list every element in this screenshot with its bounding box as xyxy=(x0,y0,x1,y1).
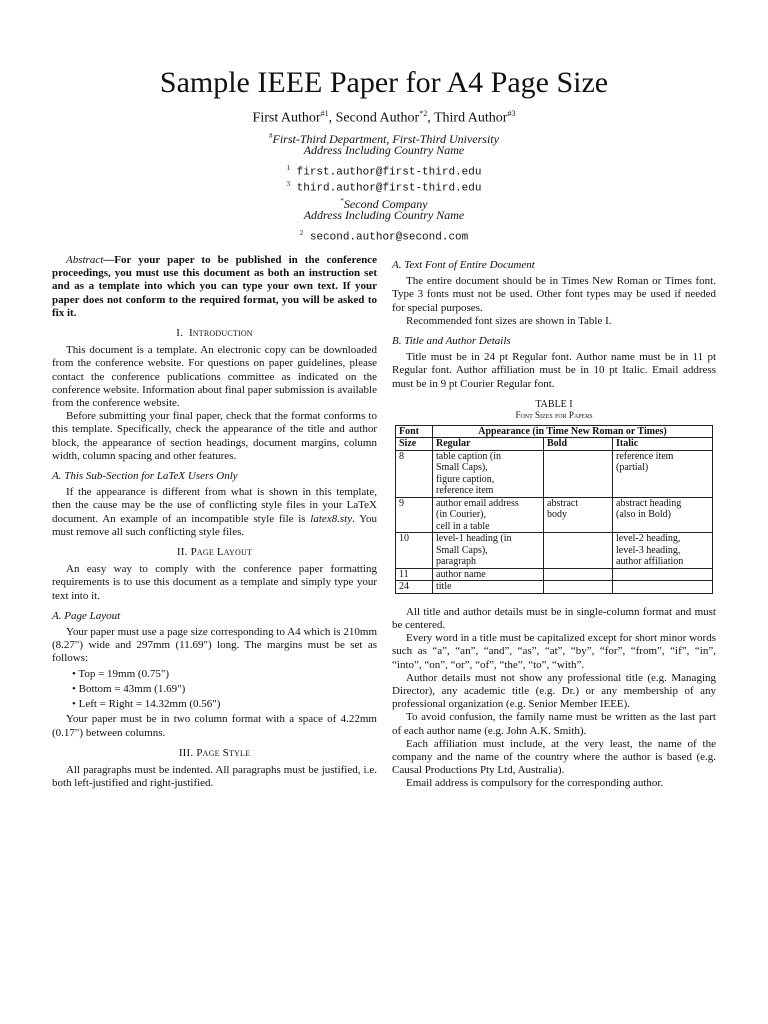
section-title: Page Style xyxy=(196,746,251,759)
paragraph: Your paper must be in two column format with a space of 4.22mm (0.17") between columns. xyxy=(52,713,377,739)
table-header-cell: Regular xyxy=(433,438,544,451)
section-number: I. xyxy=(176,327,184,340)
paragraph xyxy=(52,486,377,539)
abstract-dash: — xyxy=(103,254,115,266)
author-name: Second Author xyxy=(335,110,420,126)
author-email xyxy=(0,177,768,196)
font-size-table xyxy=(395,425,713,594)
table-cell-bold xyxy=(544,533,613,569)
paper-title: Sample IEEE Paper for A4 Page Size xyxy=(159,66,609,99)
affiliation-text: Address Including Country Name xyxy=(303,143,465,157)
paragraph: Recommended font sizes are shown in Table I. xyxy=(406,314,612,327)
table-cell-line: level-1 heading (in xyxy=(436,533,512,545)
paragraph: Every word in a title must be capitalized except for short minor words such as “a”, “an”, “and”, “as”, “at”, “by”, “for”, “from”, “if”, “in”, “into”, “on”, “or”, “of”, “the”, “to”, “with”. xyxy=(392,632,716,671)
section-heading xyxy=(52,327,377,340)
table-cell-line: level-2 heading, xyxy=(616,533,681,545)
file-name: latex8.sty xyxy=(310,512,353,525)
author-separator: , xyxy=(328,110,336,126)
table-cell-size: 11 xyxy=(396,568,433,581)
table-row xyxy=(396,450,713,497)
paragraph: Email address is compulsory for the corresponding author. xyxy=(406,777,664,790)
paragraph: Each affiliation must include, at the very least, the name of the company and the name of the country where the author is based (e.g. Causal Productions Pty Ltd, Australia). xyxy=(392,737,716,777)
author-name: Third Author xyxy=(433,110,508,126)
author-sup: #1 xyxy=(320,109,329,118)
table-cell-size: 10 xyxy=(396,533,433,569)
paragraph: All title and author details must be in single-column format and must be centered. xyxy=(392,605,716,632)
section-title: Introduction xyxy=(188,327,253,340)
paragraph-text: . You must remove all such conflicting style files. xyxy=(52,512,378,538)
section-heading xyxy=(52,747,377,760)
table-cell-line: paragraph xyxy=(436,556,476,568)
table-header-cell: Bold xyxy=(544,438,613,451)
table-cell-line: Small Caps), xyxy=(436,544,488,556)
table-header-cell: Size xyxy=(396,438,433,451)
table-cell-bold xyxy=(544,450,613,497)
affiliation-text: Address Including Country Name xyxy=(303,208,465,222)
table-cell-bold xyxy=(544,581,613,594)
subsection-heading: A. Page Layout xyxy=(52,609,121,622)
abstract-text: For your paper to be published in the conference proceedings, you must use this document as both an instruction set and as a template into which you can type your own text. If your paper does not conform to the required format, you will be asked to fix it. xyxy=(52,254,377,319)
table-cell-line: figure caption, xyxy=(436,473,495,485)
table-cell-bold xyxy=(544,497,613,533)
table-cell-regular xyxy=(433,497,544,533)
table-cell-regular xyxy=(433,568,544,581)
table-cell-regular xyxy=(433,533,544,569)
table-cell-regular xyxy=(433,581,544,594)
table-subcaption: Font Sizes for Papers xyxy=(515,409,593,420)
subsection-heading: B. Title and Author Details xyxy=(392,335,511,348)
table-row xyxy=(396,533,713,569)
paragraph: Author details must not show any professional title (e.g. Managing Director), any academic title (e.g. Dr.) or any membership of any professional organization (e.g. Senior Member IEEE). xyxy=(392,671,716,711)
paragraph: Before submitting your final paper, check that the format conforms to this template. Specifically, check the appearance of the title and author block, the appearance of section headings, document margins, column width, column spacing and other features. xyxy=(52,410,377,462)
affiliation-sup: * xyxy=(340,197,344,205)
table-cell-line: reference item xyxy=(436,485,494,497)
table-cell-line: cell in a table xyxy=(436,520,490,532)
table-cell-line: author email address xyxy=(436,497,519,509)
paragraph: All paragraphs must be indented. All paragraphs must be justified, i.e. both left-justified and right-justified. xyxy=(52,763,377,790)
abstract-lead: Abstract xyxy=(66,254,104,266)
paragraph-text: If the appearance is different from what is shown in this template, then the cause may be the use of conflicting style files in your LaTeX document. An example of an incompatible style file is xyxy=(52,486,377,525)
table-cell-line: Small Caps), xyxy=(436,462,488,474)
table-row xyxy=(396,568,713,581)
email-address: first.author@first-third.edu xyxy=(296,166,482,179)
table-cell-line: (also in Bold) xyxy=(616,509,671,521)
table-cell-italic xyxy=(613,450,713,497)
table-cell-line: level-3 heading, xyxy=(616,544,681,556)
table-cell-line: table caption (in xyxy=(436,450,501,462)
table-cell-line: author name xyxy=(436,568,486,580)
author-name: First Author xyxy=(252,110,321,126)
table-cell-line: body xyxy=(547,509,567,521)
section-heading xyxy=(52,546,377,559)
table-cell-italic xyxy=(613,568,713,581)
abstract xyxy=(52,254,377,320)
table-cell-line: abstract heading xyxy=(616,497,682,509)
subsection-heading: A. Text Font of Entire Document xyxy=(392,259,535,271)
table-cell-size: 8 xyxy=(396,450,433,497)
left-column xyxy=(52,254,377,790)
table-cell-italic xyxy=(613,533,713,569)
section-number: III. xyxy=(178,746,194,759)
affiliation-line xyxy=(0,208,768,222)
table-row xyxy=(396,497,713,533)
table-header-row xyxy=(396,425,713,438)
table-cell-line: reference item xyxy=(616,450,674,462)
paragraph: Your paper must use a page size corresponding to A4 which is 210mm (8.27") wide and 297mm (11.69") long. The margins must be set as follows: xyxy=(52,626,377,665)
author-sup: *2 xyxy=(419,109,428,118)
email-sup: 1 xyxy=(286,164,291,172)
table-row xyxy=(396,581,713,594)
email-address: second.author@second.com xyxy=(309,231,469,244)
paragraph: An easy way to comply with the conference paper formatting requirements is to use this document as a template and simply type your text into it. xyxy=(52,563,377,602)
table-header-row xyxy=(396,438,713,451)
section-number: II. xyxy=(176,546,188,559)
table-cell-line: abstract xyxy=(547,497,579,509)
paragraph: To avoid confusion, the family name must be written as the last part of each author name (e.g. John A.K. Smith). xyxy=(392,711,716,737)
affiliation-line xyxy=(0,143,768,157)
table-header-cell: Appearance (in Time New Roman or Times) xyxy=(433,425,713,438)
table-cell-line: (partial) xyxy=(616,462,649,474)
table-body xyxy=(396,450,713,593)
author-sup: #3 xyxy=(507,109,516,118)
author-email xyxy=(0,226,768,245)
table-header-cell: Italic xyxy=(613,438,713,451)
subsection-heading: A. This Sub-Section for LaTeX Users Only xyxy=(52,470,238,483)
table-caption: TABLE I xyxy=(535,398,573,410)
table-cell-regular xyxy=(433,450,544,497)
table-cell-bold xyxy=(544,568,613,581)
table-cell-size: 24 xyxy=(396,581,433,594)
table-cell-line: author affiliation xyxy=(616,556,684,568)
table-cell-italic xyxy=(613,581,713,594)
table-cell-italic xyxy=(613,497,713,533)
table-cell-size: 9 xyxy=(396,497,433,533)
table-header-cell: Font xyxy=(396,425,433,438)
bullet-item: • Left = Right = 14.32mm (0.56") xyxy=(72,698,221,711)
bullet-item: • Bottom = 43mm (1.69") xyxy=(72,682,186,695)
email-sup: 2 xyxy=(299,229,304,237)
paragraph: The entire document should be in Times New Roman or Times font. Type 3 fonts must not be used. Other font types may be used if needed for special purposes. xyxy=(392,275,716,314)
author-line xyxy=(0,106,768,127)
table-cell-line: title xyxy=(436,581,452,593)
affiliation-text: Second Company xyxy=(343,197,428,211)
section-title: Page Layout xyxy=(190,546,253,559)
paragraph: This document is a template. An electronic copy can be downloaded from the conference website. For questions on paper guidelines, please contact the conference publications committee as indicated on the conference website. Information about final paper submission is available from the conference website. xyxy=(52,344,377,410)
right-column xyxy=(392,259,716,791)
bullet-item: • Top = 19mm (0.75") xyxy=(72,667,169,680)
author-separator: , xyxy=(427,110,434,126)
email-sup: 3 xyxy=(286,180,291,188)
paragraph: Title must be in 24 pt Regular font. Author name must be in 11 pt Regular font. Author affiliation must be in 10 pt Italic. Email address must be in 9 pt Courier Regular font. xyxy=(392,351,716,390)
email-address: third.author@first-third.edu xyxy=(296,182,482,195)
table-cell-line: (in Courier), xyxy=(436,509,486,521)
affiliation-sup: # xyxy=(269,132,273,140)
affiliation-text: First-Third Department, First-Third University xyxy=(272,132,499,146)
